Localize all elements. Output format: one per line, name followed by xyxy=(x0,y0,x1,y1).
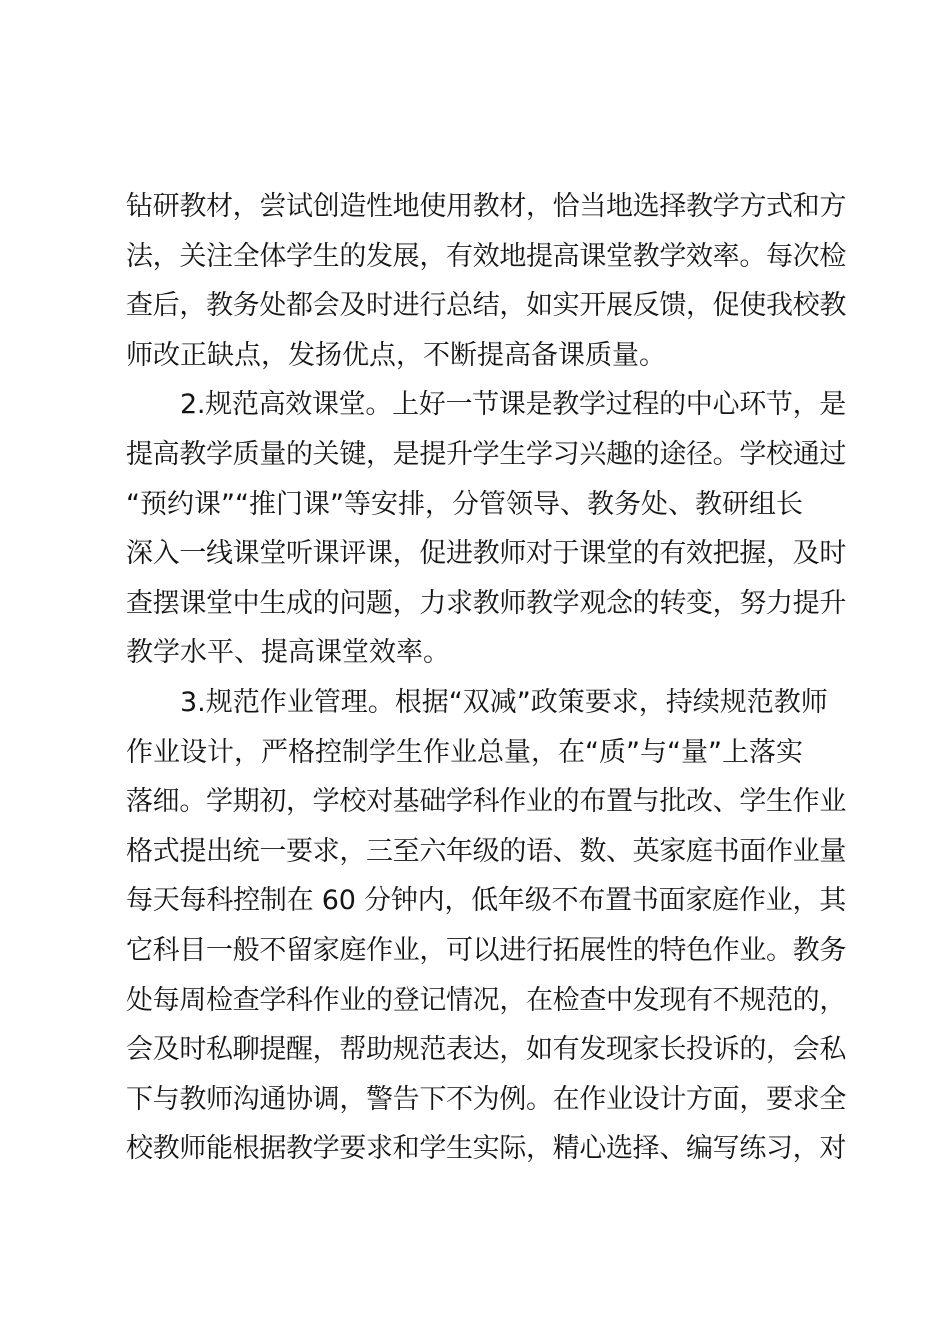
text-line: 查后，教务处都会及时进行总结，如实开展反馈，促使我校教 xyxy=(126,290,846,322)
body-text xyxy=(126,182,846,1174)
text-line: 每天每科控制在 60 分钟内，低年级不布置书面家庭作业，其 xyxy=(126,885,846,917)
text-line: 会及时私聊提醒，帮助规范表达，如有发现家长投诉的，会私 xyxy=(126,1034,846,1066)
text-line: 校教师能根据教学要求和学生实际，精心选择、编写练习，对 xyxy=(126,1133,846,1165)
text-line: 作业设计，严格控制学生作业总量，在“质”与“量”上落实 xyxy=(126,736,803,768)
text-line: 查摆课堂中生成的问题，力求教师教学观念的转变，努力提升 xyxy=(126,587,846,619)
text-line: 深入一线课堂听课评课，促进教师对于课堂的有效把握，及时 xyxy=(126,538,846,570)
text-line: 下与教师沟通协调，警告下不为例。在作业设计方面，要求全 xyxy=(126,1083,846,1115)
text-line: 钻研教材，尝试创造性地使用教材，恰当地选择教学方式和方 xyxy=(126,191,846,222)
text-line: 教学水平、提高课堂效率。 xyxy=(126,637,450,669)
text-line: 师改正缺点，发扬优点，不断提高备课质量。 xyxy=(126,339,666,371)
text-line: 格式提出统一要求，三至六年级的语、数、英家庭书面作业量 xyxy=(126,835,846,867)
text-line: 它科目一般不留家庭作业，可以进行拓展性的特色作业。教务 xyxy=(126,934,846,966)
text-line: 提高教学质量的关键，是提升学生学习兴趣的途径。学校通过 xyxy=(126,438,846,470)
text-line: “预约课”“推门课”等安排，分管领导、教务处、教研组长 xyxy=(126,488,803,520)
section-heading-line: 2.规范高效课堂。上好一节课是教学过程的中心环节，是 xyxy=(180,389,846,421)
text-line: 落细。学期初，学校对基础学科作业的布置与批改、学生作业 xyxy=(126,786,846,818)
text-line: 法，关注全体学生的发展，有效地提高课堂教学效率。每次检 xyxy=(126,240,846,272)
section-heading-line: 3.规范作业管理。根据“双减”政策要求，持续规范教师 xyxy=(180,686,828,718)
text-line: 处每周检查学科作业的登记情况，在检查中发现有不规范的， xyxy=(126,984,846,1016)
